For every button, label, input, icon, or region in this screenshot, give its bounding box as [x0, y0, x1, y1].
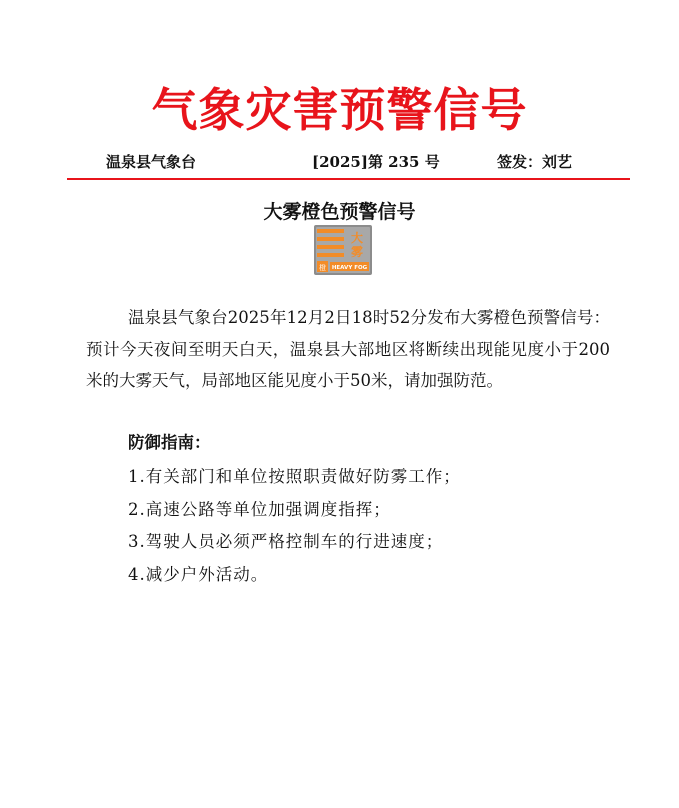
document-number: [2025]第 235 号: [312, 153, 440, 171]
guidance-item: 4.减少户外活动。: [128, 564, 269, 584]
warning-title: 大雾橙色预警信号: [263, 201, 416, 223]
guidance-item: 1.有关部门和单位按照职责做好防雾工作；: [128, 467, 461, 486]
signer: 签发：刘艺: [497, 153, 573, 171]
heavy-fog-orange-signal-icon: [314, 225, 372, 275]
svg-text:大: 大: [350, 231, 364, 245]
warning-body-paragraph: 温泉县气象台2025年12月2日18时52分发布大雾橙色预警信号：预计今天夜间至明天白天，温泉县大部地区将断续出现能见度小于200米的大雾天气，局部地区能见度小于50米，请加强防范。: [86, 308, 610, 390]
svg-text:HEAVY FOG: HEAVY FOG: [331, 265, 368, 271]
guidance-list: [128, 461, 628, 591]
guidance-heading: 防御指南：: [128, 433, 211, 452]
guidance-item: 3.驾驶人员必须严格控制车的行进速度；: [128, 532, 444, 551]
issuer-name: 温泉县气象台: [106, 153, 197, 171]
svg-text:雾: 雾: [350, 245, 364, 259]
guidance-item: 2.高速公路等单位加强调度指挥；: [128, 499, 391, 519]
svg-text:橙: 橙: [319, 264, 326, 272]
masthead-title: 气象灾害预警信号: [151, 83, 528, 137]
header-divider: [67, 178, 630, 180]
